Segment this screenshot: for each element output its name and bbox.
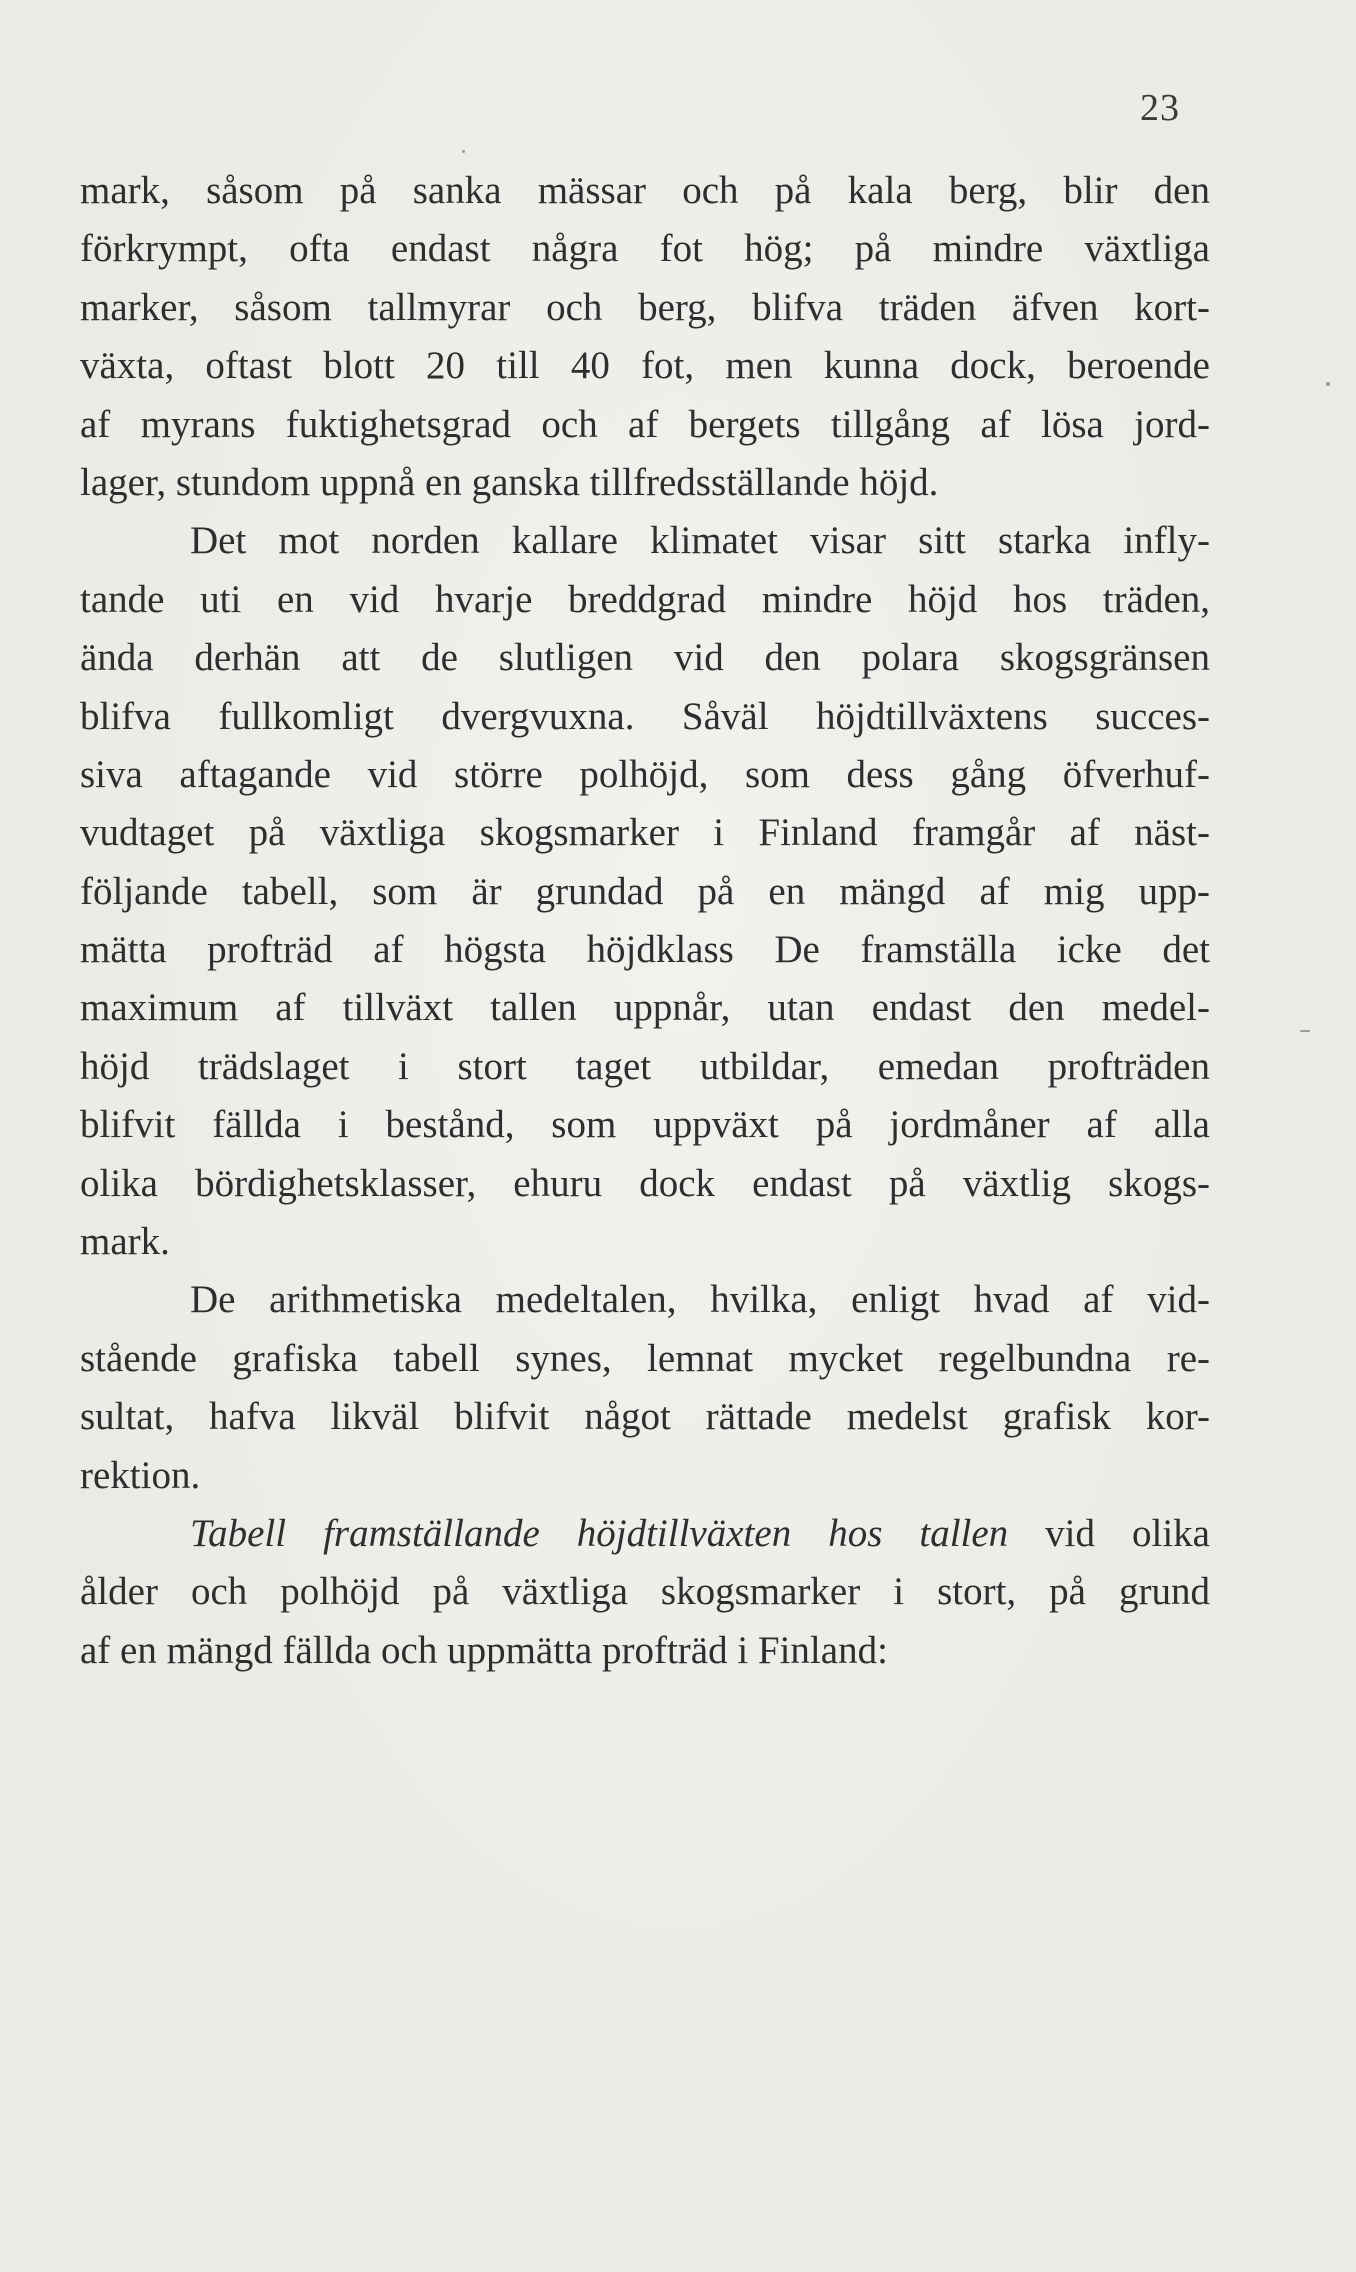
text-line: höjd trädslaget i stort taget utbildar, emedan profträden [80, 1044, 1210, 1088]
text-line: mätta profträd af högsta höjdklass De framställa icke det [80, 928, 1210, 972]
caption-title: Tabell framställande höjdtillväxten hos tallen [190, 1511, 1009, 1555]
text-line: vudtaget på växtliga skogsmarker i Finland framgår af näst- [80, 811, 1210, 855]
text-line: rektion. [80, 1453, 201, 1497]
text-line: förkrympt, ofta endast några fot hög; på mindre växtliga [80, 227, 1210, 271]
paragraph-2 [80, 512, 1210, 1271]
text-line: af en mängd fällda och uppmätta profträd i Finland: [80, 1628, 888, 1672]
text-line: ålder och polhöjd på växtliga skogsmarker i stort, på grund [80, 1570, 1210, 1614]
paper-speck [1326, 382, 1330, 386]
text-line: Det mot norden kallare klimatet visar sitt starka infly- [190, 519, 1210, 563]
caption-first-line-rest: vid olika [1008, 1511, 1210, 1555]
paper-speck [462, 150, 465, 153]
text-line: mark, såsom på sanka mässar och på kala berg, blir den [80, 169, 1210, 212]
text-line: växta, oftast blott 20 till 40 fot, men kunna dock, beroende [80, 344, 1210, 388]
text-line: marker, såsom tallmyrar och berg, blifva träden äfven kort- [80, 285, 1210, 329]
text-line: De arithmetiska medeltalen, hvilka, enligt hvad af vid- [190, 1278, 1210, 1322]
caption-first-line [80, 1505, 1210, 1563]
text-line: ända derhän att de slutligen vid den polara skogsgränsen [80, 636, 1210, 680]
table-caption [80, 1505, 1210, 1680]
page-number: 23 [1140, 87, 1180, 129]
paper-speck [1300, 1030, 1310, 1032]
text-line: blifvit fällda i bestånd, som uppväxt på jordmåner af alla [80, 1103, 1210, 1147]
text-line: af myrans fuktighetsgrad och af bergets tillgång af lösa jord- [80, 402, 1210, 446]
text-line: olika bördighetsklasser, ehuru dock endast på växtlig skogs- [80, 1161, 1210, 1205]
text-line: tande uti en vid hvarje breddgrad mindre höjd hos träden, [80, 577, 1210, 621]
text-line: mark. [80, 1220, 170, 1264]
text-line: blifva fullkomligt dvergvuxna. Såväl höjdtillväxtens succes- [80, 694, 1210, 738]
text-line: lager, stundom uppnå en ganska tillfredsställande höjd. [80, 460, 939, 504]
text-line: maximum af tillväxt tallen uppnår, utan endast den medel- [80, 986, 1210, 1030]
text-line: stående grafiska tabell synes, lemnat mycket regelbundna re- [80, 1336, 1210, 1380]
text-line: sultat, hafva likväl blifvit något rättade medelst grafisk kor- [80, 1395, 1210, 1439]
paragraph-3 [80, 1271, 1210, 1505]
text-line: följande tabell, som är grundad på en mängd af mig upp- [80, 869, 1210, 913]
body-text [80, 162, 1210, 1680]
text-line: siva aftagande vid större polhöjd, som dess gång öfverhuf- [80, 752, 1210, 796]
paragraph-1 [80, 162, 1210, 512]
